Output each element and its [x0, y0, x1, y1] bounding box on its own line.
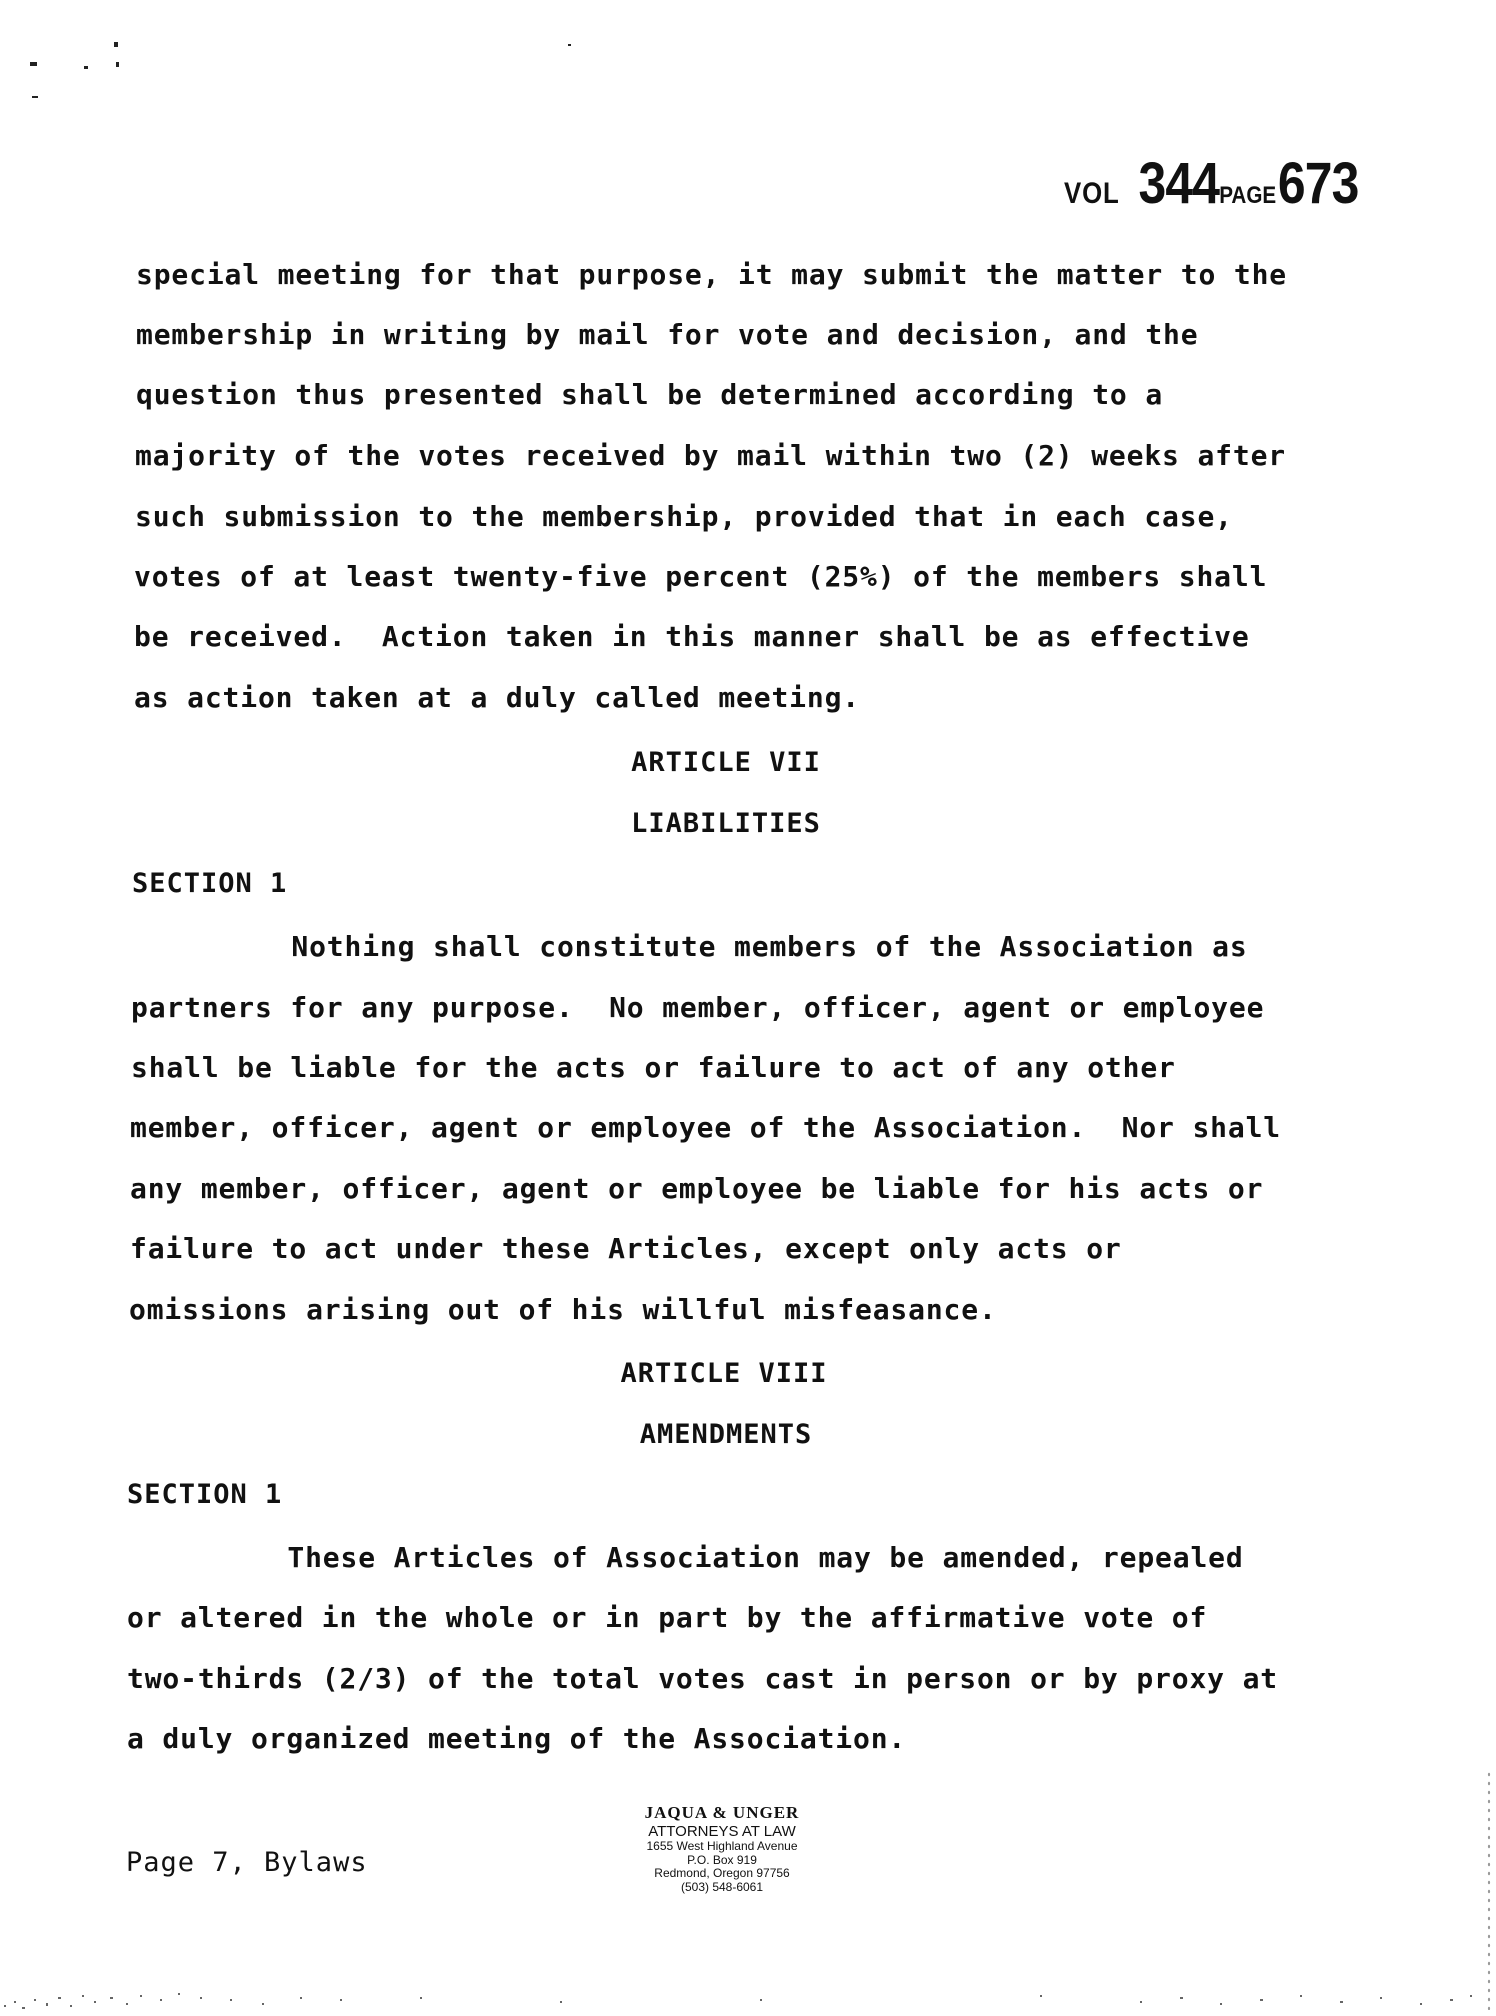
body-line: a duly organized meeting of the Association.	[127, 1722, 907, 1755]
section-heading: SECTION 1	[132, 868, 288, 899]
firm-subtitle: ATTORNEYS AT LAW	[648, 1822, 796, 1840]
body-line: such submission to the membership, provided that in each case,	[135, 500, 1233, 533]
stamp-page-number: 673	[1277, 151, 1359, 216]
body-line: partners for any purpose. No member, officer, agent or employee	[131, 991, 1265, 1024]
stamp-page-label: PAGE	[1219, 182, 1277, 209]
body-line: special meeting for that purpose, it may submit the matter to the	[136, 258, 1287, 291]
body-line: question thus presented shall be determined according to a	[136, 378, 1164, 411]
body-line: votes of at least twenty-five percent (25%) of the members shall	[134, 560, 1268, 593]
scan-noise	[0, 1985, 1496, 2015]
recording-stamp	[1064, 150, 1359, 217]
body-line: be received. Action taken in this manner shall be as effective	[134, 620, 1250, 653]
scan-speck	[32, 96, 38, 98]
scan-speck	[30, 62, 37, 66]
article-heading: ARTICLE VII	[631, 747, 821, 778]
scan-noise-edge	[1486, 1770, 1492, 2010]
section-heading: SECTION 1	[127, 1479, 283, 1510]
article-title: LIABILITIES	[631, 808, 821, 839]
scan-speck	[84, 66, 88, 69]
body-line: two-thirds (2/3) of the total votes cast in person or by proxy at	[127, 1662, 1278, 1695]
scan-speck	[116, 62, 119, 67]
article-title: AMENDMENTS	[639, 1419, 813, 1450]
body-line: majority of the votes received by mail within two (2) weeks after	[135, 439, 1286, 472]
body-line: membership in writing by mail for vote and decision, and the	[136, 318, 1199, 351]
firm-name: JAQUA & UNGER	[644, 1803, 800, 1822]
body-line: shall be liable for the acts or failure to act of any other	[131, 1051, 1176, 1084]
stamp-vol-label: VOL	[1064, 177, 1120, 210]
body-line: failure to act under these Articles, except only acts or	[130, 1232, 1122, 1265]
firm-address-line: 1655 West Highland Avenue	[646, 1838, 798, 1853]
firm-address-line: Redmond, Oregon 97756	[654, 1866, 790, 1881]
law-firm-letterhead	[600, 1803, 844, 1895]
body-line: Nothing shall constitute members of the Association as	[132, 930, 1248, 963]
body-line: any member, officer, agent or employee be liable for his acts or	[130, 1172, 1264, 1205]
body-line: These Articles of Association may be amended, repealed	[128, 1541, 1244, 1574]
body-line: as action taken at a duly called meeting.	[134, 681, 861, 714]
stamp-vol-number: 344	[1138, 151, 1220, 216]
scan-speck	[114, 42, 118, 47]
article-heading: ARTICLE VIII	[620, 1358, 828, 1389]
body-line: member, officer, agent or employee of the Association. Nor shall	[130, 1111, 1281, 1144]
footer-page-label: Page 7, Bylaws	[126, 1847, 368, 1878]
body-line: or altered in the whole or in part by the affirmative vote of	[127, 1601, 1208, 1634]
scan-speck	[568, 44, 571, 46]
firm-address-line: (503) 548-6061	[680, 1880, 764, 1895]
firm-address-line: P.O. Box 919	[687, 1852, 757, 1867]
body-line: omissions arising out of his willful misfeasance.	[129, 1293, 997, 1326]
